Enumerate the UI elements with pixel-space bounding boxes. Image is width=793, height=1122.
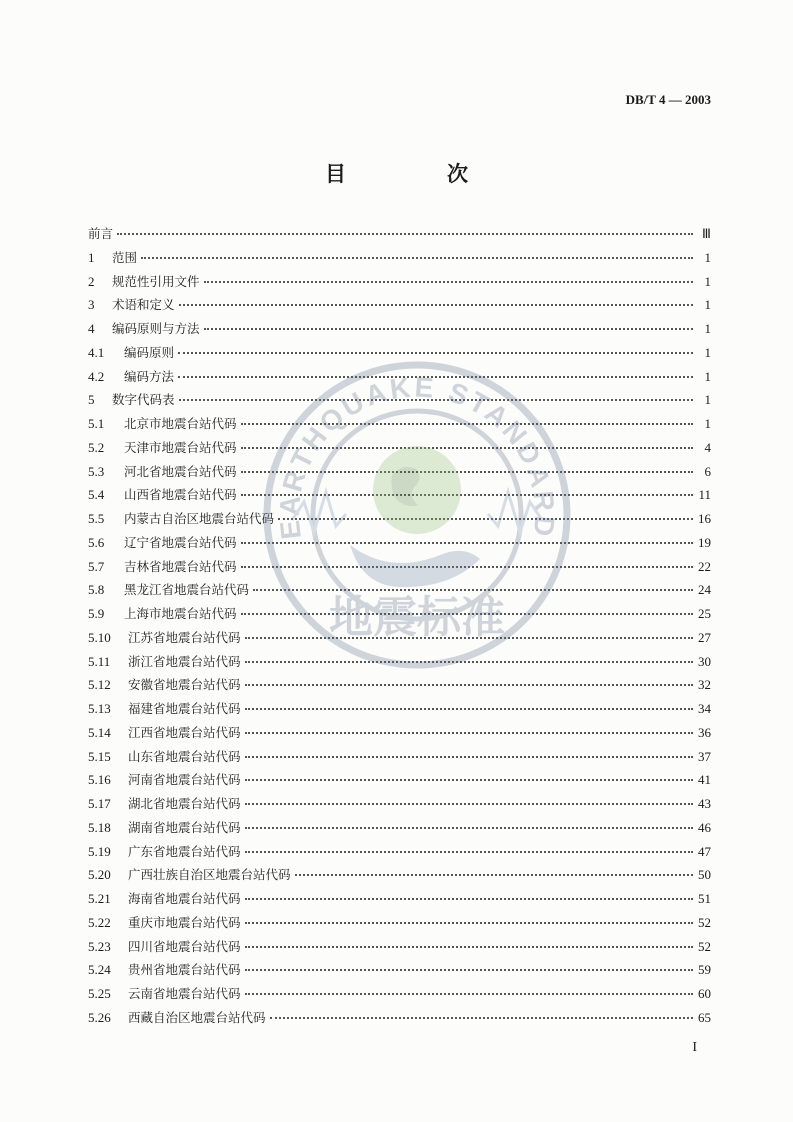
toc-entry-page: 22 — [698, 558, 711, 574]
toc-entry-label: 北京市地震台站代码 — [124, 416, 237, 431]
toc-entry-page: 36 — [698, 724, 711, 740]
globe-icon — [373, 446, 461, 534]
toc-dot-leader — [245, 920, 693, 924]
toc-entry-number: 2 — [88, 273, 95, 289]
toc-entry[interactable] — [88, 699, 711, 723]
toc-entry-number: 5.3 — [88, 463, 105, 479]
toc-entry-page: 27 — [698, 629, 711, 645]
seal-ring-text: EARTHQUAKE STANDARD — [273, 371, 561, 541]
toc-entry-number: 5.17 — [88, 796, 111, 811]
toc-dot-leader — [245, 896, 693, 900]
toc-dot-leader — [245, 967, 693, 971]
toc-entry-page: 37 — [698, 748, 711, 764]
toc-entry-page: 11 — [698, 487, 711, 503]
toc-entry-page: 1 — [704, 368, 711, 384]
toc-entry-number: 5.21 — [88, 891, 111, 906]
toc-dot-leader — [141, 255, 693, 259]
toc-entry-page: 46 — [698, 819, 711, 835]
toc-entry-number: 5.22 — [88, 914, 111, 930]
toc-entry-number: 5.7 — [88, 558, 105, 574]
toc-entry-page: 4 — [704, 439, 711, 455]
toc-entry-number: 5.8 — [88, 582, 105, 598]
toc-dot-leader — [270, 1015, 693, 1019]
toc-dot-leader — [204, 279, 693, 283]
toc-entry-label: 山西省地震台站代码 — [124, 487, 237, 503]
toc-dot-leader — [245, 801, 693, 805]
toc-entry-label: 内蒙古自治区地震台站代码 — [124, 511, 275, 526]
toc-dot-leader — [179, 302, 693, 306]
toc-entry-page: 1 — [704, 273, 711, 289]
toc-entry[interactable] — [88, 984, 711, 1008]
toc-entry-label: 上海市地震台站代码 — [124, 606, 237, 621]
toc-entry-page: Ⅲ — [702, 226, 711, 241]
toc-entry-number: 4.2 — [88, 368, 105, 384]
toc-entry-number: 5 — [88, 392, 95, 408]
toc-dot-leader — [204, 326, 693, 330]
toc-entry-label: 山东省地震台站代码 — [128, 748, 241, 764]
toc-entry-label: 湖南省地震台站代码 — [128, 819, 241, 835]
toc-entry[interactable] — [88, 224, 711, 248]
page-number: I — [692, 1040, 697, 1055]
toc-entry-label: 贵州省地震台站代码 — [128, 962, 241, 978]
toc-entry-page: 52 — [698, 914, 711, 930]
toc-entry-number: 5.19 — [88, 843, 111, 859]
toc-entry-page: 1 — [704, 392, 711, 408]
toc-entry-page: 60 — [698, 986, 711, 1001]
toc-entry-number: 5.13 — [88, 701, 111, 716]
toc-entry-page: 1 — [704, 416, 711, 431]
toc-entry-label: 湖北省地震台站代码 — [128, 796, 241, 811]
toc-entry-number: 5.12 — [88, 677, 111, 693]
toc-entry-number: 4.1 — [88, 344, 105, 360]
toc-entry-label: 辽宁省地震台站代码 — [124, 534, 237, 550]
toc-entry[interactable] — [88, 889, 711, 913]
toc-entry-page: 59 — [698, 962, 711, 978]
toc-entry-label: 编码方法 — [124, 368, 175, 384]
standard-code: DB/T 4 — 2003 — [625, 92, 711, 107]
toc-dot-leader — [245, 777, 693, 781]
toc-dot-leader — [178, 350, 693, 354]
toc-entry-page: 1 — [704, 249, 711, 265]
toc-entry-label: 规范性引用文件 — [112, 273, 200, 289]
toc-dot-leader — [245, 849, 693, 853]
toc-entry-label: 安徽省地震台站代码 — [128, 677, 241, 693]
toc-entry-label: 术语和定义 — [112, 297, 175, 313]
toc-entry-label: 福建省地震台站代码 — [128, 701, 241, 716]
toc-entry-label: 吉林省地震台站代码 — [124, 558, 237, 574]
toc-entry-number: 1 — [88, 249, 95, 265]
toc-entry-label: 重庆市地震台站代码 — [128, 914, 241, 930]
toc-dot-leader — [245, 991, 693, 995]
toc-entry-label: 编码原则与方法 — [112, 321, 200, 336]
toc-entry-number: 5.14 — [88, 724, 111, 740]
toc-entry-label: 天津市地震台站代码 — [124, 439, 237, 455]
toc-entry-number: 5.24 — [88, 962, 111, 978]
toc-entry[interactable] — [88, 865, 711, 889]
toc-entry[interactable] — [88, 937, 711, 961]
toc-entry[interactable] — [88, 960, 711, 984]
toc-entry-label: 黑龙江省地震台站代码 — [124, 582, 250, 598]
toc-entry-label: 广东省地震台站代码 — [128, 843, 241, 859]
toc-entry-page: 52 — [698, 938, 711, 954]
toc-entry-page: 51 — [698, 891, 711, 906]
watermark-seal-icon — [262, 360, 572, 670]
toc-entry-page: 32 — [698, 677, 711, 693]
toc-entry-number: 5.16 — [88, 772, 111, 788]
toc-dot-leader — [245, 682, 693, 686]
toc-entry-page: 6 — [704, 463, 711, 479]
toc-entry[interactable] — [88, 842, 711, 866]
hand-icon — [350, 545, 480, 587]
toc-entry-page: 47 — [698, 843, 711, 859]
toc-entry-page: 19 — [698, 534, 711, 550]
toc-entry-number: 5.18 — [88, 819, 111, 835]
toc-dot-leader — [245, 706, 693, 710]
toc-entry-page: 41 — [698, 772, 711, 788]
toc-entry-number: 5.2 — [88, 439, 105, 455]
toc-entry[interactable] — [88, 913, 711, 937]
toc-entry-number: 5.15 — [88, 748, 111, 764]
toc-entry-page: 16 — [698, 511, 711, 526]
toc-entry[interactable] — [88, 248, 711, 272]
toc-entry-number: 5.4 — [88, 487, 105, 503]
toc-entry-label: 广西壮族自治区地震台站代码 — [128, 867, 291, 883]
toc-entry-label: 编码原则 — [124, 344, 175, 360]
toc-entry-page: 43 — [698, 796, 711, 811]
toc-entry[interactable] — [88, 770, 711, 794]
toc-entry-number: 5.11 — [88, 653, 111, 669]
toc-entry-label: 海南省地震台站代码 — [128, 891, 241, 906]
toc-entry-label: 西藏自治区地震台站代码 — [128, 1009, 266, 1025]
toc-entry-page: 50 — [698, 867, 711, 883]
toc-entry[interactable] — [88, 747, 711, 771]
toc-dot-leader — [295, 872, 693, 876]
toc-entry-number: 5.6 — [88, 534, 105, 550]
toc-dot-leader — [245, 825, 693, 829]
toc-entry-label: 浙江省地震台站代码 — [128, 653, 241, 669]
toc-entry-label: 云南省地震台站代码 — [128, 986, 241, 1001]
toc-entry-number: 5.5 — [88, 511, 105, 526]
toc-entry-number: 5.20 — [88, 867, 111, 883]
toc-entry-number: 5.10 — [88, 629, 111, 645]
toc-entry[interactable] — [88, 1008, 711, 1032]
toc-entry-label: 四川省地震台站代码 — [128, 938, 241, 954]
toc-entry-label: 江苏省地震台站代码 — [128, 629, 241, 645]
toc-entry-number: 3 — [88, 297, 95, 313]
toc-entry[interactable] — [88, 818, 711, 842]
toc-entry-page: 34 — [698, 701, 711, 716]
toc-entry-label: 江西省地震台站代码 — [128, 724, 241, 740]
toc-entry[interactable] — [88, 794, 711, 818]
toc-entry-label: 河北省地震台站代码 — [124, 463, 237, 479]
toc-dot-leader — [245, 754, 693, 758]
toc-dot-leader — [117, 231, 693, 235]
toc-entry-number: 4 — [88, 321, 95, 336]
toc-entry-label: 河南省地震台站代码 — [128, 772, 241, 788]
toc-entry-page: 30 — [698, 653, 711, 669]
seal-chinese-text: 地震标准 — [329, 592, 505, 643]
toc-entry[interactable] — [88, 319, 711, 343]
toc-entry[interactable] — [88, 675, 711, 699]
toc-entry-number: 5.23 — [88, 938, 111, 954]
toc-entry-page: 1 — [704, 321, 711, 336]
toc-entry-page: 65 — [698, 1009, 711, 1025]
toc-entry-page: 24 — [698, 582, 711, 598]
toc-entry-page: 1 — [704, 344, 711, 360]
toc-entry-page: 25 — [698, 606, 711, 621]
toc-dot-leader — [245, 944, 693, 948]
toc-entry-number: 5.26 — [88, 1009, 111, 1025]
toc-entry[interactable] — [88, 295, 711, 319]
toc-entry-number: 5.9 — [88, 606, 105, 621]
toc-entry[interactable] — [88, 272, 711, 296]
toc-entry[interactable] — [88, 723, 711, 747]
toc-entry-number: 5.25 — [88, 986, 111, 1001]
toc-entry-label: 数字代码表 — [112, 392, 175, 408]
toc-entry-label: 范围 — [112, 249, 138, 265]
toc-dot-leader — [245, 730, 693, 734]
page-title: 目 次 — [325, 161, 508, 186]
toc-entry-page: 1 — [704, 297, 711, 313]
toc-entry-label: 前言 — [88, 226, 114, 241]
toc-entry-number: 5.1 — [88, 416, 105, 431]
